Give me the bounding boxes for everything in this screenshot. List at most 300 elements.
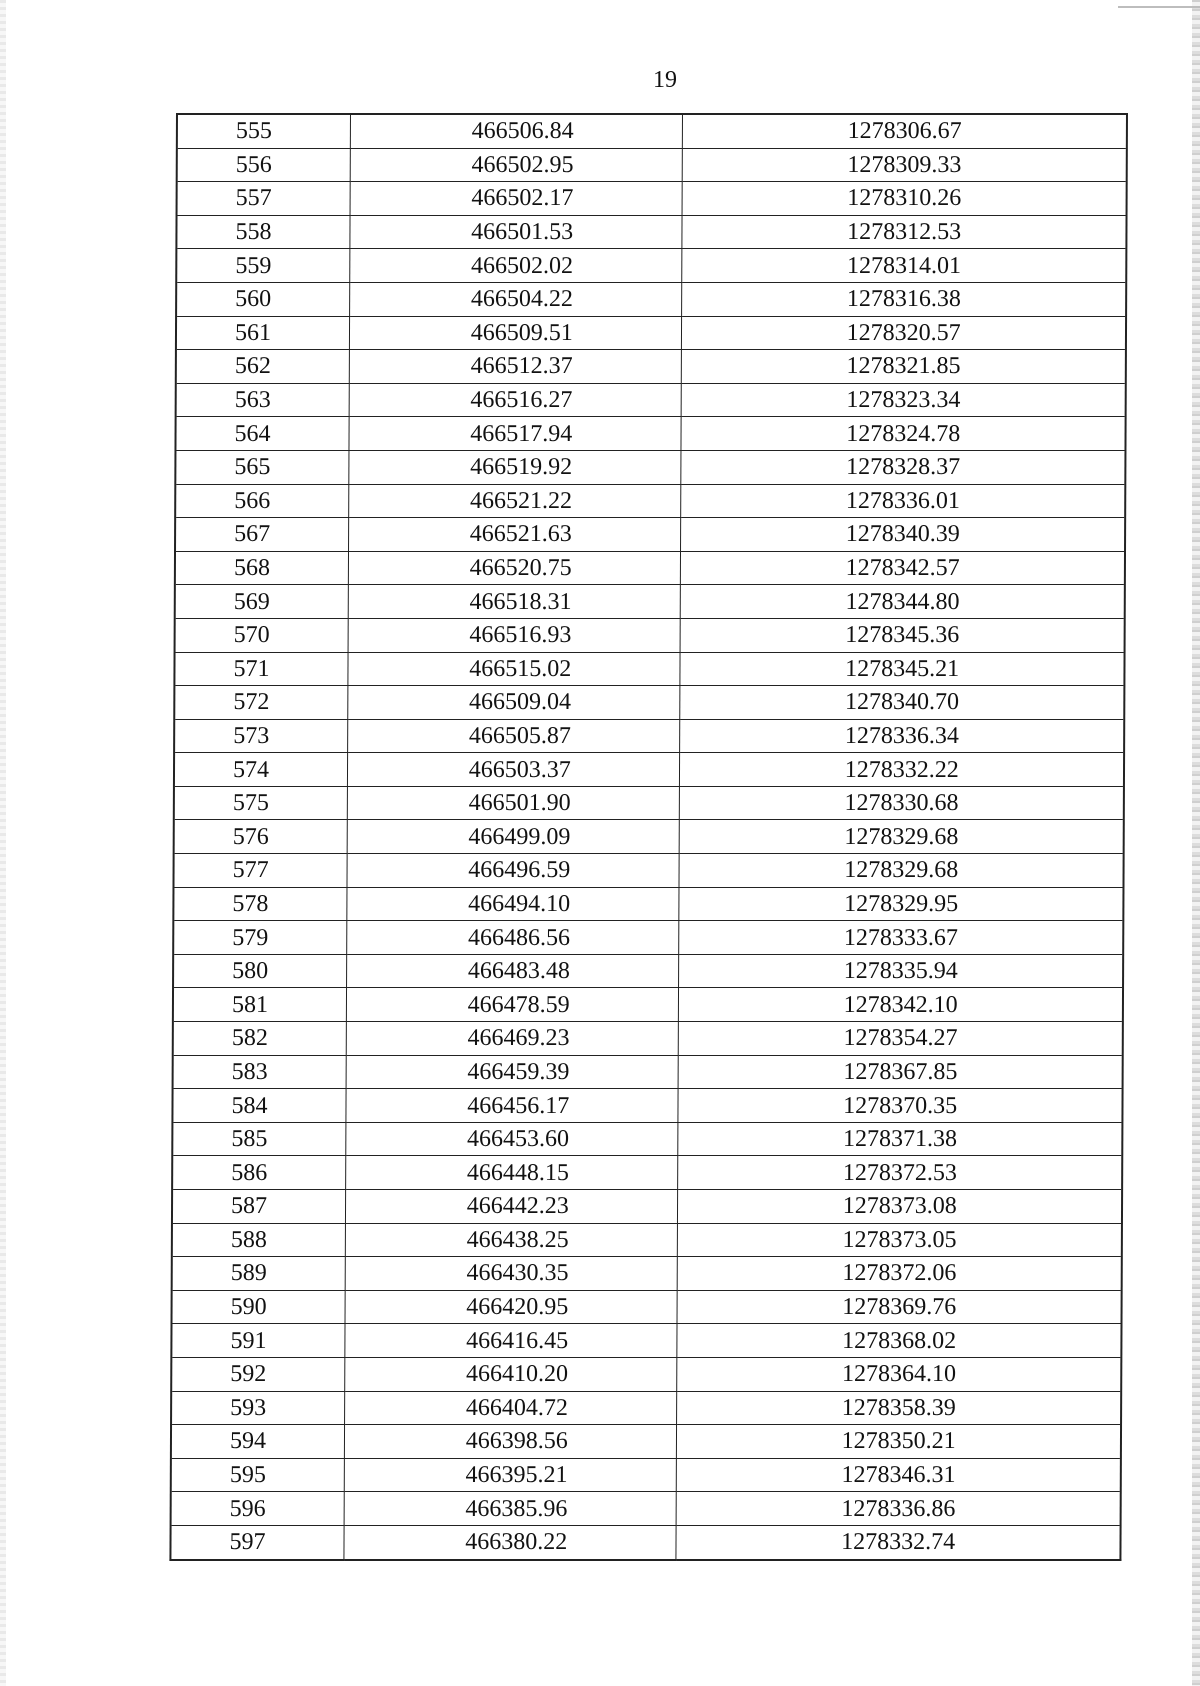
y-coordinate-cell — [682, 383, 1126, 417]
table-row — [175, 618, 1125, 652]
table-row — [172, 1257, 1122, 1291]
x-coordinate-cell — [347, 887, 679, 921]
x-coordinate-cell — [347, 786, 679, 820]
point-number-text: 578 — [232, 890, 269, 917]
y-coordinate-cell — [683, 148, 1127, 182]
point-number-cell — [171, 1425, 345, 1459]
x-coordinate-text: 466502.17 — [471, 185, 574, 212]
x-coordinate-cell — [348, 618, 680, 652]
x-coordinate-text: 466380.22 — [465, 1529, 568, 1556]
y-coordinate-cell — [680, 786, 1124, 820]
y-coordinate-text: 1278329.68 — [844, 857, 959, 884]
y-coordinate-text: 1278358.39 — [841, 1394, 956, 1421]
table-row — [175, 518, 1125, 552]
point-number-cell — [177, 182, 351, 216]
point-number-text: 566 — [234, 487, 271, 514]
x-coordinate-text: 466521.63 — [469, 521, 572, 548]
y-coordinate-cell — [679, 854, 1123, 888]
y-coordinate-text: 1278321.85 — [846, 353, 961, 380]
x-coordinate-text: 466404.72 — [465, 1394, 568, 1421]
y-coordinate-text: 1278335.94 — [843, 958, 958, 985]
table-row — [177, 148, 1127, 182]
point-number-cell — [173, 1055, 347, 1089]
y-coordinate-cell — [679, 954, 1123, 988]
y-coordinate-cell — [680, 652, 1124, 686]
x-coordinate-text: 466456.17 — [467, 1092, 570, 1119]
x-coordinate-text: 466486.56 — [467, 924, 571, 951]
y-coordinate-text: 1278323.34 — [846, 387, 961, 414]
x-coordinate-cell — [347, 854, 679, 888]
table-row — [174, 719, 1124, 753]
point-number-text: 559 — [235, 252, 272, 279]
table-row — [175, 484, 1125, 518]
y-coordinate-cell — [678, 1089, 1122, 1123]
x-coordinate-text: 466494.10 — [468, 890, 571, 917]
point-number-cell — [173, 988, 347, 1022]
y-coordinate-cell — [678, 1156, 1122, 1190]
y-coordinate-text: 1278372.06 — [842, 1260, 957, 1287]
x-coordinate-text: 466420.95 — [466, 1294, 569, 1321]
point-number-cell — [175, 585, 349, 619]
point-number-text: 590 — [230, 1294, 267, 1321]
x-coordinate-cell — [346, 1190, 678, 1224]
x-coordinate-text: 466512.37 — [470, 353, 573, 380]
y-coordinate-text: 1278345.36 — [845, 622, 960, 649]
y-coordinate-cell — [682, 215, 1126, 249]
y-coordinate-text: 1278364.10 — [841, 1361, 957, 1388]
x-coordinate-cell — [348, 753, 680, 787]
y-coordinate-cell — [681, 551, 1125, 585]
y-coordinate-text: 1278354.27 — [843, 1025, 958, 1052]
y-coordinate-text: 1278333.67 — [843, 924, 959, 951]
table-row — [173, 988, 1123, 1022]
x-coordinate-text: 466438.25 — [466, 1226, 569, 1253]
point-number-cell — [170, 1525, 344, 1559]
y-coordinate-cell — [678, 1223, 1122, 1257]
y-coordinate-cell — [677, 1290, 1121, 1324]
point-number-text: 560 — [235, 286, 272, 313]
table-row — [172, 1089, 1122, 1123]
y-coordinate-cell — [680, 753, 1124, 787]
y-coordinate-cell — [677, 1492, 1121, 1526]
point-number-text: 585 — [231, 1126, 268, 1153]
y-coordinate-cell — [680, 618, 1124, 652]
x-coordinate-cell — [348, 719, 680, 753]
point-number-cell — [174, 719, 348, 753]
y-coordinate-cell — [680, 719, 1124, 753]
table-row — [172, 1156, 1122, 1190]
x-coordinate-cell — [344, 1492, 676, 1526]
y-coordinate-text: 1278369.76 — [842, 1294, 957, 1321]
y-coordinate-text: 1278372.53 — [842, 1159, 957, 1186]
point-number-text: 576 — [232, 823, 269, 850]
point-number-text: 573 — [233, 722, 270, 749]
y-coordinate-cell — [678, 1055, 1122, 1089]
point-number-cell — [171, 1324, 345, 1358]
point-number-cell — [175, 450, 349, 484]
x-coordinate-cell — [345, 1324, 677, 1358]
y-coordinate-cell — [683, 114, 1127, 148]
table-row — [173, 1055, 1123, 1089]
x-coordinate-text: 466483.48 — [467, 958, 570, 985]
x-coordinate-text: 466517.94 — [470, 420, 573, 447]
table-row — [175, 450, 1125, 484]
table-row — [171, 1324, 1121, 1358]
y-coordinate-text: 1278320.57 — [846, 319, 961, 346]
point-number-cell — [174, 820, 348, 854]
point-number-cell — [173, 1022, 347, 1056]
x-coordinate-cell — [348, 551, 680, 585]
y-coordinate-cell — [679, 887, 1123, 921]
scan-top-rule — [1118, 6, 1200, 8]
table-row — [176, 350, 1126, 384]
point-number-text: 575 — [232, 790, 269, 817]
y-coordinate-text: 1278371.38 — [842, 1126, 958, 1153]
x-coordinate-text: 466515.02 — [469, 655, 572, 682]
y-coordinate-cell — [677, 1458, 1121, 1492]
point-number-text: 595 — [229, 1462, 266, 1489]
x-coordinate-text: 466509.04 — [469, 689, 572, 716]
x-coordinate-cell — [349, 417, 681, 451]
x-coordinate-cell — [350, 282, 682, 316]
point-number-cell — [174, 753, 348, 787]
y-coordinate-text: 1278370.35 — [843, 1092, 958, 1119]
x-coordinate-text: 466385.96 — [465, 1495, 568, 1522]
x-coordinate-cell — [344, 1525, 676, 1559]
point-number-text: 570 — [233, 622, 270, 649]
table-row — [176, 282, 1126, 316]
point-number-cell — [175, 484, 349, 518]
y-coordinate-cell — [681, 484, 1125, 518]
point-number-text: 561 — [234, 319, 272, 346]
table-row — [176, 215, 1126, 249]
x-coordinate-cell — [345, 1290, 677, 1324]
point-number-cell — [172, 1257, 346, 1291]
point-number-cell — [172, 1156, 346, 1190]
x-coordinate-text: 466516.93 — [469, 622, 572, 649]
point-number-text: 556 — [235, 151, 272, 178]
table-row — [175, 417, 1125, 451]
table-row — [171, 1492, 1121, 1526]
y-coordinate-text: 1278336.01 — [845, 487, 961, 514]
point-number-text: 580 — [232, 958, 269, 985]
point-number-text: 571 — [233, 655, 270, 682]
point-number-cell — [176, 316, 350, 350]
y-coordinate-cell — [682, 182, 1126, 216]
point-number-cell — [171, 1458, 345, 1492]
table-row — [172, 1122, 1122, 1156]
y-coordinate-text: 1278328.37 — [846, 454, 961, 481]
y-coordinate-text: 1278367.85 — [843, 1058, 958, 1085]
y-coordinate-cell — [682, 282, 1126, 316]
table-row — [172, 1190, 1122, 1224]
point-number-text: 587 — [231, 1193, 268, 1220]
x-coordinate-cell — [349, 383, 681, 417]
y-coordinate-text: 1278329.95 — [844, 890, 959, 917]
point-number-cell — [172, 1290, 346, 1324]
x-coordinate-text: 466442.23 — [466, 1193, 569, 1220]
point-number-cell — [173, 854, 347, 888]
x-coordinate-cell — [348, 585, 680, 619]
y-coordinate-cell — [681, 450, 1125, 484]
x-coordinate-text: 466478.59 — [467, 991, 570, 1018]
y-coordinate-cell — [681, 518, 1125, 552]
point-number-text: 591 — [230, 1327, 267, 1354]
table-row — [173, 854, 1123, 888]
table-row — [171, 1458, 1121, 1492]
table-row — [174, 753, 1124, 787]
point-number-cell — [172, 1223, 346, 1257]
y-coordinate-text: 1278342.10 — [843, 991, 958, 1018]
y-coordinate-text: 1278340.70 — [844, 689, 960, 716]
y-coordinate-cell — [677, 1391, 1121, 1425]
y-coordinate-text: 1278316.38 — [846, 286, 961, 313]
point-number-cell — [172, 1089, 346, 1123]
table-row — [175, 585, 1125, 619]
point-number-text: 555 — [235, 118, 273, 145]
x-coordinate-text: 466395.21 — [465, 1462, 568, 1489]
table-row — [174, 652, 1124, 686]
point-number-cell — [176, 282, 350, 316]
x-coordinate-cell — [344, 1458, 676, 1492]
point-number-text: 597 — [229, 1529, 266, 1556]
y-coordinate-text: 1278332.74 — [841, 1529, 956, 1556]
point-number-text: 588 — [230, 1226, 267, 1253]
point-number-cell — [175, 618, 349, 652]
point-number-cell — [171, 1357, 345, 1391]
x-coordinate-cell — [350, 182, 682, 216]
table-row — [172, 1223, 1122, 1257]
y-coordinate-text: 1278342.57 — [845, 555, 960, 582]
y-coordinate-cell — [676, 1525, 1120, 1559]
x-coordinate-cell — [350, 249, 682, 283]
point-number-cell — [176, 383, 350, 417]
y-coordinate-cell — [677, 1357, 1121, 1391]
point-number-text: 574 — [233, 756, 270, 783]
point-number-text: 593 — [230, 1394, 267, 1421]
x-coordinate-text: 466416.45 — [466, 1327, 569, 1354]
x-coordinate-text: 466398.56 — [465, 1428, 568, 1455]
x-coordinate-text: 466521.22 — [469, 487, 573, 514]
x-coordinate-text: 466453.60 — [467, 1126, 570, 1153]
table-row — [176, 316, 1126, 350]
point-number-cell — [176, 249, 350, 283]
table-row — [170, 1525, 1120, 1559]
y-coordinate-cell — [679, 921, 1123, 955]
point-number-cell — [173, 954, 347, 988]
point-number-cell — [171, 1492, 345, 1526]
y-coordinate-text: 1278340.39 — [845, 521, 960, 548]
table-row — [171, 1391, 1121, 1425]
y-coordinate-cell — [682, 249, 1126, 283]
y-coordinate-text: 1278373.05 — [842, 1226, 957, 1253]
y-coordinate-text: 1278330.68 — [844, 790, 959, 817]
point-number-text: 589 — [230, 1260, 267, 1287]
point-number-text: 592 — [230, 1361, 267, 1388]
table-row — [177, 182, 1127, 216]
y-coordinate-text: 1278329.68 — [844, 823, 959, 850]
point-number-cell — [176, 350, 350, 384]
y-coordinate-text: 1278336.34 — [844, 722, 959, 749]
table-row — [173, 921, 1123, 955]
page-number: 19 — [653, 67, 677, 93]
x-coordinate-cell — [344, 1425, 676, 1459]
y-coordinate-cell — [678, 1190, 1122, 1224]
x-coordinate-text: 466502.95 — [471, 151, 574, 178]
point-number-text: 582 — [231, 1025, 268, 1052]
point-number-text: 584 — [231, 1092, 268, 1119]
x-coordinate-cell — [349, 450, 681, 484]
y-coordinate-cell — [678, 1257, 1122, 1291]
table-row — [173, 954, 1123, 988]
y-coordinate-cell — [677, 1324, 1121, 1358]
y-coordinate-text: 1278346.31 — [841, 1462, 956, 1489]
x-coordinate-cell — [346, 1156, 678, 1190]
x-coordinate-cell — [346, 1022, 678, 1056]
x-coordinate-text: 466520.75 — [469, 555, 572, 582]
point-number-text: 568 — [233, 555, 271, 582]
y-coordinate-cell — [680, 686, 1124, 720]
y-coordinate-text: 1278312.53 — [847, 219, 962, 246]
point-number-text: 579 — [232, 924, 269, 951]
table-row — [176, 383, 1126, 417]
table-row — [171, 1425, 1121, 1459]
x-coordinate-cell — [349, 484, 681, 518]
y-coordinate-cell — [680, 820, 1124, 854]
point-number-text: 569 — [233, 588, 270, 615]
point-number-text: 563 — [234, 387, 271, 414]
x-coordinate-text: 466509.51 — [470, 319, 573, 346]
x-coordinate-text: 466518.31 — [469, 588, 572, 615]
y-coordinate-text: 1278314.01 — [846, 252, 962, 279]
table-row — [171, 1357, 1121, 1391]
point-number-text: 596 — [229, 1495, 266, 1522]
x-coordinate-cell — [346, 1055, 678, 1089]
point-number-cell — [175, 417, 349, 451]
coordinate-table — [169, 113, 1128, 1561]
x-coordinate-cell — [348, 652, 680, 686]
point-number-cell — [174, 686, 348, 720]
table-row — [173, 887, 1123, 921]
x-coordinate-text: 466496.59 — [468, 857, 571, 884]
point-number-text: 562 — [234, 353, 271, 380]
x-coordinate-text: 466469.23 — [467, 1025, 570, 1052]
y-coordinate-text: 1278345.21 — [845, 655, 960, 682]
scan-edge-right — [1192, 0, 1200, 1686]
y-coordinate-cell — [681, 585, 1125, 619]
point-number-cell — [172, 1190, 346, 1224]
point-number-text: 564 — [234, 420, 271, 447]
y-coordinate-cell — [682, 316, 1126, 350]
x-coordinate-text: 466499.09 — [468, 823, 571, 850]
x-coordinate-cell — [345, 1257, 677, 1291]
point-number-text: 594 — [229, 1428, 267, 1455]
y-coordinate-text: 1278324.78 — [846, 420, 961, 447]
point-number-text: 567 — [234, 521, 271, 548]
x-coordinate-text: 466503.37 — [468, 756, 571, 783]
x-coordinate-cell — [350, 316, 682, 350]
point-number-cell — [174, 652, 348, 686]
x-coordinate-text: 466504.22 — [470, 286, 573, 313]
point-number-cell — [176, 215, 350, 249]
y-coordinate-text: 1278306.67 — [847, 118, 962, 145]
x-coordinate-cell — [346, 988, 678, 1022]
x-coordinate-text: 466410.20 — [465, 1361, 569, 1388]
y-coordinate-cell — [681, 417, 1125, 451]
y-coordinate-cell — [678, 1122, 1122, 1156]
point-number-cell — [175, 551, 349, 585]
x-coordinate-cell — [347, 820, 679, 854]
point-number-cell — [175, 518, 349, 552]
y-coordinate-text: 1278373.08 — [842, 1193, 957, 1220]
point-number-text: 577 — [232, 857, 269, 884]
x-coordinate-cell — [347, 954, 679, 988]
table-row — [175, 551, 1125, 585]
x-coordinate-cell — [350, 148, 682, 182]
x-coordinate-cell — [346, 1122, 678, 1156]
x-coordinate-cell — [349, 350, 681, 384]
y-coordinate-text: 1278350.21 — [841, 1428, 956, 1455]
table-row — [172, 1290, 1122, 1324]
y-coordinate-text: 1278309.33 — [847, 151, 962, 178]
x-coordinate-cell — [345, 1357, 677, 1391]
x-coordinate-text: 466506.84 — [471, 118, 574, 145]
coordinate-table-body — [170, 114, 1127, 1560]
y-coordinate-text: 1278368.02 — [842, 1327, 957, 1354]
table-row — [174, 786, 1124, 820]
x-coordinate-cell — [348, 686, 680, 720]
point-number-text: 586 — [231, 1159, 268, 1186]
y-coordinate-text: 1278310.26 — [847, 185, 962, 212]
y-coordinate-cell — [679, 988, 1123, 1022]
table-row — [174, 686, 1124, 720]
y-coordinate-text: 1278332.22 — [844, 756, 959, 783]
x-coordinate-cell — [345, 1223, 677, 1257]
x-coordinate-cell — [346, 1089, 678, 1123]
y-coordinate-text: 1278344.80 — [845, 588, 960, 615]
point-number-cell — [177, 114, 351, 148]
point-number-cell — [173, 887, 347, 921]
scan-edge-left — [0, 0, 6, 1686]
y-coordinate-text: 1278336.86 — [841, 1495, 956, 1522]
table-row — [174, 820, 1124, 854]
x-coordinate-text: 466505.87 — [468, 722, 571, 749]
point-number-text: 558 — [235, 219, 272, 246]
y-coordinate-cell — [679, 1022, 1123, 1056]
x-coordinate-text: 466502.02 — [470, 252, 574, 279]
x-coordinate-text: 466501.90 — [468, 790, 571, 817]
x-coordinate-text: 466459.39 — [467, 1058, 570, 1085]
point-number-text: 583 — [231, 1058, 268, 1085]
x-coordinate-cell — [347, 921, 679, 955]
table-row — [177, 114, 1127, 148]
x-coordinate-text: 466501.53 — [471, 219, 574, 246]
x-coordinate-cell — [345, 1391, 677, 1425]
point-number-cell — [173, 921, 347, 955]
y-coordinate-cell — [677, 1425, 1121, 1459]
point-number-cell — [174, 786, 348, 820]
point-number-text: 581 — [231, 991, 269, 1018]
x-coordinate-text: 466448.15 — [466, 1159, 570, 1186]
y-coordinate-cell — [682, 350, 1126, 384]
point-number-text: 557 — [235, 185, 272, 212]
table-row — [173, 1022, 1123, 1056]
point-number-text: 565 — [234, 454, 271, 481]
x-coordinate-cell — [349, 518, 681, 552]
point-number-cell — [177, 148, 351, 182]
x-coordinate-cell — [350, 215, 682, 249]
x-coordinate-text: 466519.92 — [470, 454, 573, 481]
